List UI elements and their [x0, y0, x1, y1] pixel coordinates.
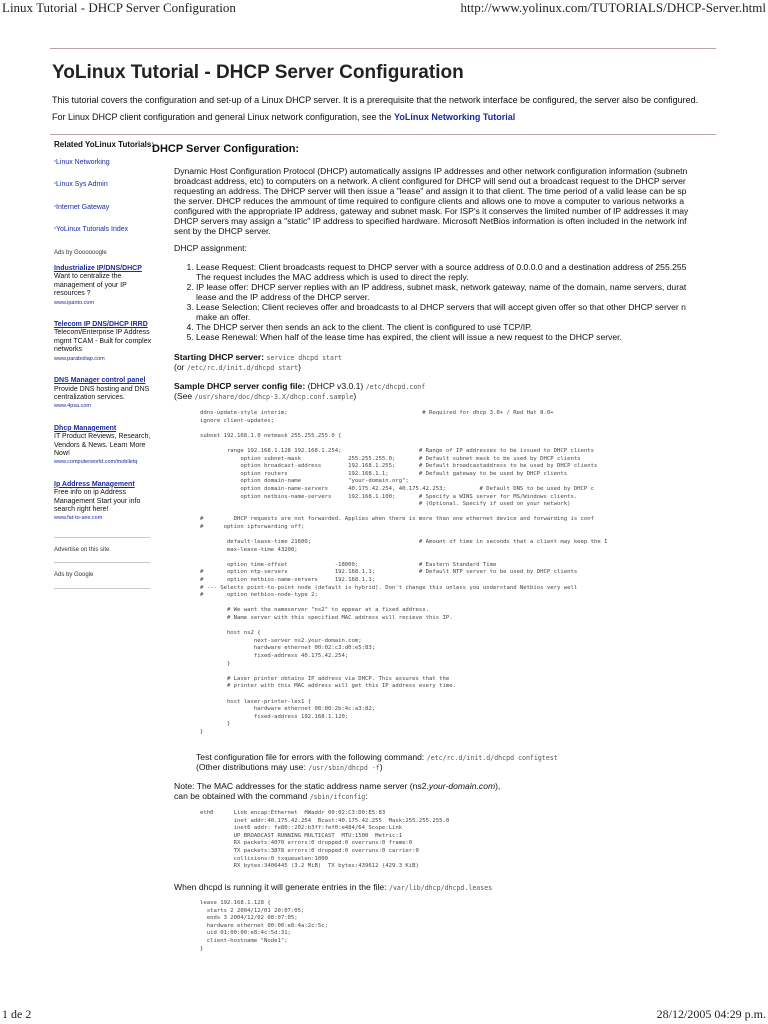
footer-datetime: 28/12/2005 04:29 p.m. — [656, 1007, 766, 1021]
list-item: 4. The DHCP server then sends an ack to the client. The client is configured to use TCP/IP. — [196, 322, 740, 332]
sidebar-ad — [54, 425, 154, 467]
sidebar-link-linux-networking[interactable]: °Linux Networking — [54, 159, 110, 166]
sidebar-link-internet-gateway[interactable]: °Internet Gateway — [54, 203, 110, 211]
ad-title-link[interactable]: DNS Manager control panel — [54, 377, 146, 385]
ads-label: Ads by Goooooogle — [54, 249, 107, 256]
top-divider — [50, 48, 716, 49]
footer-page-number: 1 de 2 — [2, 1007, 32, 1021]
dhcpd-conf-code: ddns-update-style interim; # Required for dhcp 3.0+ / Red Hat 8.0+ ignore client-updates; subnet 192.168.1.0 netmask 255.255.255.0 { range 192.168.1.128 192.168.1.254; # Range of IP addresses to be issued to DHCP clients option subnet-mask 255.255.255.0; # Default subnet mask to be used by DHCP clients option broadcast-address 192.168.1.255; # Default broadcastaddress to be used by DHCP clients option routers 192.168.1.1; # Default gateway to be used by DHCP clients option domain-name "your-domain.org"; option domain-name-servers 40.175.42.254, 40.175.42.253; # Default DNS to be used by DHCP c option netbios-name-servers 192.168.1.100; # Specify a WINS server for MS/Windows clients. # (Optional. Specify if used on your network) # DHCP requests are not forwarded. Applies when there is more than one ethernet device and forwarding is conf # option ipforwarding off; default-lease-time 21600; # Amount of time in seconds that a client may keep the I max-lease-time 43200; option time-offset -18000; # Eastern Standard Time # option ntp-servers 192.168.1.1; # Default NTP server to be used by DHCP clients # option netbios-name-servers 192.168.1.1; # --- Selects point-to-point node (default is hybrid). Don't change this unless you understand Netbios very well # option netbios-node-type 2; # We want the nameserver "ns2" to appear at a fixed address. # Name server with this specified MAC address will recieve this IP. host ns2 { next-server ns2.your-domain.com; hardware ethernet 00:02:c3:d0:e5:83; fixed-address 40.175.42.254; } # Laser printer obtains IP address via DHCP. This assures that the # printer with this MAC address will get this IP address every time. host laser-printer-lex1 { hardware ethernet 08:00:2b:4c:a3:82; fixed-address 192.168.1.120; } } — [200, 410, 608, 735]
assignment-label: DHCP assignment: — [174, 243, 247, 253]
list-item: 5. Lease Renewal: When half of the lease time has expired, the client will issue a new request to the DHCP server. — [196, 332, 740, 342]
ad-title-link[interactable]: Telecom IP DNS/DHCP IRRD — [54, 321, 148, 329]
ad-text: Free info on ip Address Management Start your info search right here! — [54, 489, 141, 513]
sidebar-divider — [54, 562, 150, 563]
sidebar — [54, 140, 154, 597]
list-item: 1. Lease Request: Client broadcasts request to DHCP server with a source address of 0.0.0.0 and a destination address of 255.255 The request includes the MAC address which is used to direct the reply. — [196, 262, 740, 282]
ad-title-link[interactable]: Ip Address Management — [54, 480, 135, 488]
ad-text: Telecom/Enterprise IP Address mgmt TCAM - Built for complex networks — [54, 329, 152, 354]
dhcp-description: Dynamic Host Configuration Protocol (DHCP) automatically assigns IP addresses and other network configuration information (subnetn broadcast address, etc) to computers on a network. A client configured for DHCP will send out a broadcast request to the DHCP server requesting an address. The DHCP server will then issue a "lease" and assign it to that client. The time period of a valid lease can be sp the server. DHCP reduces the ammount of time required to configure clients and allows one to move a computer to various networks a configured with the appropriate IP address, gateway and subnet mask. For ISP's it conserves the limited number of IP addresses it may DHCP servers may assign a "static" IP address to specified hardware. Microsoft NetBios information is often included in the network inf sent by the DHCP server. — [174, 166, 689, 236]
sample-config-line: Sample DHCP server config file: (DHCP v3.0.1) /etc/dhcpd.conf — [174, 381, 426, 391]
mac-note-line-2: can be obtained with the command /sbin/ifconfig: — [174, 791, 368, 801]
intro-networking-line — [52, 112, 515, 122]
ad-text: IT Product Reviews, Research, Vendors & News. Learn More Now! — [54, 433, 151, 457]
ad-url[interactable]: www.ipanto.com — [54, 299, 95, 306]
ad-url[interactable]: www.fat-to-see.com — [54, 515, 103, 522]
content-divider — [50, 134, 716, 135]
list-item: 3. Lease Selection: Client recieves offer and broadcasts to al DHCP servers that will accept given offer so that other DHCP server n make an offer. — [196, 302, 740, 322]
starting-line: Starting DHCP server: service dhcpd start — [174, 352, 342, 362]
sidebar-divider — [54, 588, 150, 589]
starting-alt-line: (or /etc/rc.d/init.d/dhcpd start) — [174, 362, 301, 372]
intro-networking-text: For Linux DHCP client configuration and general Linux network configuration, see the — [52, 112, 392, 122]
advertise-link[interactable]: Advertise on this site — [54, 546, 110, 553]
ifconfig-output-code: eth0 Link encap:Ethernet HWaddr 00:02:C3:D0:E5:83 inet addr:40.175.42.254 Bcast:40.175.42.255 Mask:255.255.255.0 inet6 addr: fe80::202:b3ff:fef0:e484/64 Scope:Link UP BROADCAST RUNNING MULTICAST MTU:1500 Metric:1 RX packets:4070 errors:0 dropped:0 overruns:0 frame:0 TX packets:3878 errors:0 dropped:0 overruns:0 carrier:0 collisions:0 txqueuelen:1000 RX bytes:3406445 (3.2 MiB) TX bytes:439612 (429.3 KiB) — [200, 810, 450, 870]
sidebar-ad — [54, 377, 154, 411]
sidebar-divider — [54, 537, 150, 538]
list-item: 2. IP lease offer: DHCP server replies with an IP address, subnet mask, network gateway, name of the domain, name servers, durat lease and the IP address of the DHCP server. — [196, 282, 740, 302]
print-header-title: Linux Tutorial - DHCP Server Configuration — [2, 0, 236, 15]
other-dist-line: (Other distributions may use: /usr/sbin/dhcpd -f) — [196, 762, 383, 772]
sidebar-heading: Related YoLinux Tutorials: — [54, 140, 154, 149]
intro-paragraph: This tutorial covers the configuration and set-up of a Linux DHCP server. It is a prerequisite that the network interface be configured, the server also be configured. — [52, 95, 699, 105]
leases-line: When dhcpd is running it will generate entries in the file: /var/lib/dhcp/dhcpd.leases — [174, 882, 493, 892]
ad-url[interactable]: www.paraboliap.com — [54, 355, 105, 362]
ad-text: Provide DNS hosting and DNS centralization services. — [54, 385, 150, 401]
mac-note-line: Note: The MAC addresses for the static address name server (ns2.your-domain.com), — [174, 781, 501, 791]
yolinux-networking-link[interactable]: YoLinux Networking Tutorial — [394, 112, 516, 122]
ads-by-google-label: Ads by Google — [54, 572, 94, 579]
ad-title-link[interactable]: Industrialize IP/DNS/DHCP — [54, 265, 142, 273]
test-config-line: Test configuration file for errors with the following command: /etc/rc.d/init.d/dhcpd configtest — [196, 752, 558, 762]
sidebar-link-tutorials-index[interactable]: °YoLinux Tutorials Index — [54, 226, 129, 234]
page-title: YoLinux Tutorial - DHCP Server Configuration — [52, 62, 464, 83]
ad-text: Want to centralize the management of your IP resources ? — [54, 273, 127, 298]
assignment-steps — [178, 262, 740, 342]
print-header-url[interactable]: http://www.yolinux.com/TUTORIALS/DHCP-Server.html — [460, 0, 766, 15]
sidebar-ad — [54, 265, 154, 307]
sidebar-ad — [54, 481, 154, 523]
sidebar-ad — [54, 321, 154, 363]
ad-title-link[interactable]: Dhcp Management — [54, 424, 117, 432]
ad-url[interactable]: www.computerworld.com/mobiletq — [54, 459, 138, 466]
dhcpd-leases-code: lease 192.168.1.128 { starts 2 2004/12/01 20:07:05; ends 3 2004/12/02 08:07:05; hardware ethernet 00:00:e8:4a:2c:5c; uid 01:00:00:e8:4c:5d:31; client-hostname "Node1"; } — [200, 900, 328, 952]
section-heading: DHCP Server Configuration: — [152, 143, 300, 155]
sidebar-link-linux-sys-admin[interactable]: °Linux Sys Admin — [54, 181, 108, 189]
ad-url[interactable]: www.4psa.com — [54, 403, 91, 410]
see-sample-line: (See /usr/share/doc/dhcp-3.X/dhcp.conf.sample) — [174, 391, 357, 401]
